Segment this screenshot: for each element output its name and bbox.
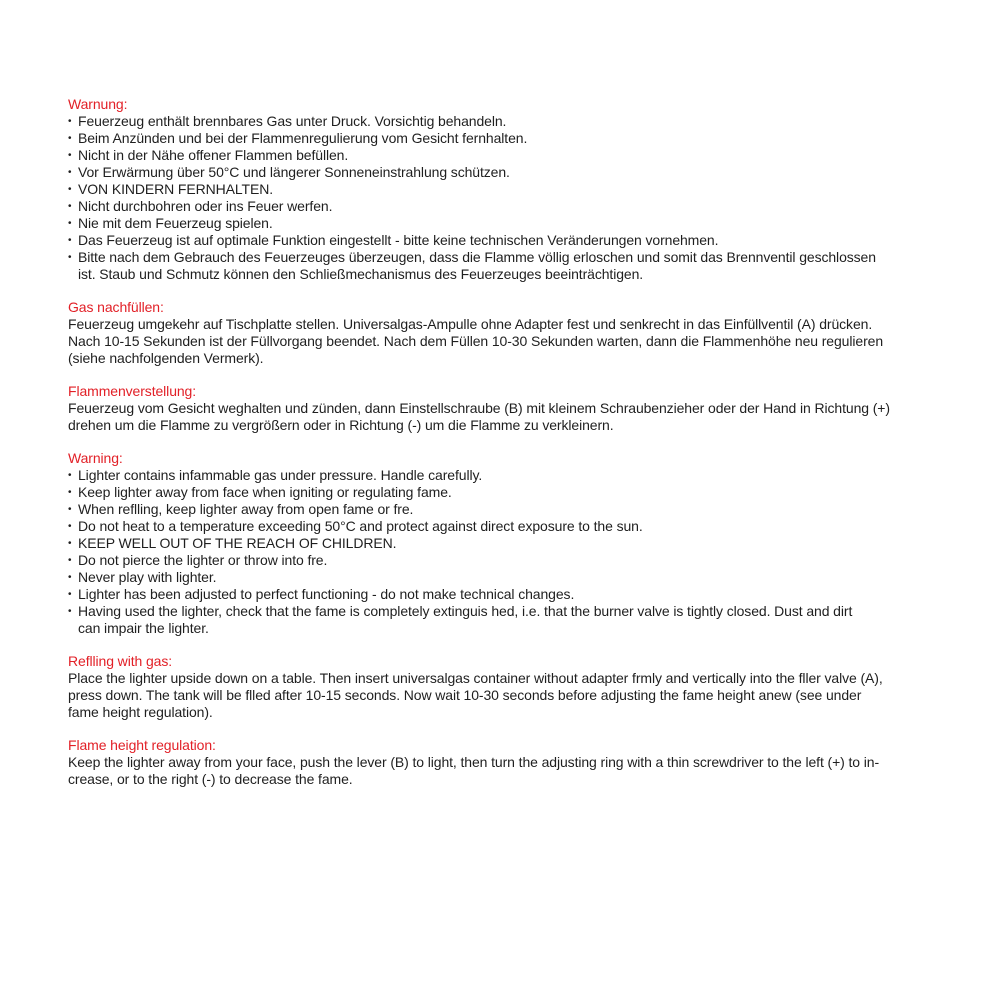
instruction-document xyxy=(68,96,948,788)
text-line: Lighter has been adjusted to perfect functioning - do not make technical changes. xyxy=(78,586,575,602)
bullet-icon: • xyxy=(68,201,72,212)
section-heading: Reflling with gas: xyxy=(68,653,173,669)
text-line: Bitte nach dem Gebrauch des Feuerzeuges überzeugen, dass die Flamme völlig erloschen und somit das Brennventil geschlossen xyxy=(78,249,876,265)
bullet-icon: • xyxy=(68,218,72,229)
bullet-item xyxy=(68,518,948,535)
bullet-icon: • xyxy=(68,555,72,566)
text-line: drehen um die Flamme zu vergrößern oder in Richtung (-) um die Flamme zu verkleinern. xyxy=(68,417,614,433)
text-line: Do not heat to a temperature exceeding 50°C and protect against direct exposure to the sun. xyxy=(78,518,643,534)
paragraph xyxy=(68,316,948,367)
bullet-item xyxy=(68,164,948,181)
section xyxy=(68,383,948,434)
text-line: Having used the lighter, check that the fame is completely extinguis hed, i.e. that the burner valve is tightly closed. Dust and dirt xyxy=(78,603,853,619)
section xyxy=(68,299,948,367)
text-line: fame height regulation). xyxy=(68,704,213,720)
text-line: Keep lighter away from face when igniting or regulating fame. xyxy=(78,484,452,500)
text-line: When reflling, keep lighter away from open fame or fre. xyxy=(78,501,414,517)
text-line: Never play with lighter. xyxy=(78,569,217,585)
bullet-item xyxy=(68,501,948,518)
bullet-item xyxy=(68,586,948,603)
bullet-item xyxy=(68,249,948,283)
text-line: KEEP WELL OUT OF THE REACH OF CHILDREN. xyxy=(78,535,397,551)
section xyxy=(68,96,948,283)
text-line: Feuerzeug enthält brennbares Gas unter Druck. Vorsichtig behandeln. xyxy=(78,113,507,129)
bullet-icon: • xyxy=(68,589,72,600)
bullet-icon: • xyxy=(68,487,72,498)
text-line: Keep the lighter away from your face, push the lever (B) to light, then turn the adjusting ring with a thin screwdriver to the left (+) to in- xyxy=(68,754,880,770)
text-line: crease, or to the right (-) to decrease the fame. xyxy=(68,771,353,787)
bullet-icon: • xyxy=(68,504,72,515)
text-line: Nicht durchbohren oder ins Feuer werfen. xyxy=(78,198,333,214)
bullet-icon: • xyxy=(68,521,72,532)
text-line: Vor Erwärmung über 50°C und längerer Sonneneinstrahlung schützen. xyxy=(78,164,510,180)
bullet-icon: • xyxy=(68,235,72,246)
section-heading: Gas nachfüllen: xyxy=(68,299,164,315)
bullet-icon: • xyxy=(68,133,72,144)
bullet-icon: • xyxy=(68,252,72,263)
bullet-icon: • xyxy=(68,116,72,127)
section-heading: Warnung: xyxy=(68,96,128,112)
bullet-item xyxy=(68,535,948,552)
section-heading: Flame height regulation: xyxy=(68,737,216,753)
section-heading: Flammenverstellung: xyxy=(68,383,197,399)
bullet-item xyxy=(68,467,948,484)
text-line: press down. The tank will be flled after 10-15 seconds. Now wait 10-30 seconds before adjusting the fame height anew (see under xyxy=(68,687,862,703)
text-line: ist. Staub und Schmutz können den Schließmechanismus des Feuerzeuges beeinträchtigen. xyxy=(78,266,644,282)
bullet-item xyxy=(68,484,948,501)
text-line: (siehe nachfolgenden Vermerk). xyxy=(68,350,264,366)
bullet-item xyxy=(68,569,948,586)
bullet-item xyxy=(68,215,948,232)
text-line: Lighter contains infammable gas under pressure. Handle carefully. xyxy=(78,467,483,483)
paragraph xyxy=(68,670,948,721)
section xyxy=(68,737,948,788)
bullet-item xyxy=(68,232,948,249)
paragraph xyxy=(68,754,948,788)
bullet-icon: • xyxy=(68,470,72,481)
text-line: Do not pierce the lighter or throw into fre. xyxy=(78,552,328,568)
text-line: Nach 10-15 Sekunden ist der Füllvorgang beendet. Nach dem Füllen 10-30 Sekunden warten, dann die Flammenhöhe neu regulieren xyxy=(68,333,884,349)
bullet-item xyxy=(68,130,948,147)
section-heading: Warning: xyxy=(68,450,123,466)
bullet-item xyxy=(68,198,948,215)
text-line: Feuerzeug umgekehr auf Tischplatte stellen. Universalgas-Ampulle ohne Adapter fest und senkrecht in das Einfüllventil (A) drücken. xyxy=(68,316,873,332)
bullet-icon: • xyxy=(68,606,72,617)
text-line: Feuerzeug vom Gesicht weghalten und zünden, dann Einstellschraube (B) mit kleinem Schraubenzieher oder der Hand in Richtung (+) xyxy=(68,400,890,416)
text-line: Das Feuerzeug ist auf optimale Funktion eingestellt - bitte keine technischen Veränderungen vornehmen. xyxy=(78,232,719,248)
text-line: Place the lighter upside down on a table. Then insert universalgas container without adapter frmly and vertically into the fller valve (A), xyxy=(68,670,883,686)
bullet-item xyxy=(68,113,948,130)
bullet-icon: • xyxy=(68,572,72,583)
section xyxy=(68,450,948,637)
text-line: Nie mit dem Feuerzeug spielen. xyxy=(78,215,273,231)
text-line: can impair the lighter. xyxy=(78,620,209,636)
bullet-icon: • xyxy=(68,150,72,161)
bullet-item xyxy=(68,552,948,569)
text-line: VON KINDERN FERNHALTEN. xyxy=(78,181,274,197)
bullet-icon: • xyxy=(68,538,72,549)
bullet-item xyxy=(68,181,948,198)
bullet-icon: • xyxy=(68,184,72,195)
bullet-item xyxy=(68,147,948,164)
section xyxy=(68,653,948,721)
bullet-icon: • xyxy=(68,167,72,178)
bullet-item xyxy=(68,603,948,637)
paragraph xyxy=(68,400,948,434)
text-line: Nicht in der Nähe offener Flammen befüllen. xyxy=(78,147,349,163)
text-line: Beim Anzünden und bei der Flammenregulierung vom Gesicht fernhalten. xyxy=(78,130,528,146)
